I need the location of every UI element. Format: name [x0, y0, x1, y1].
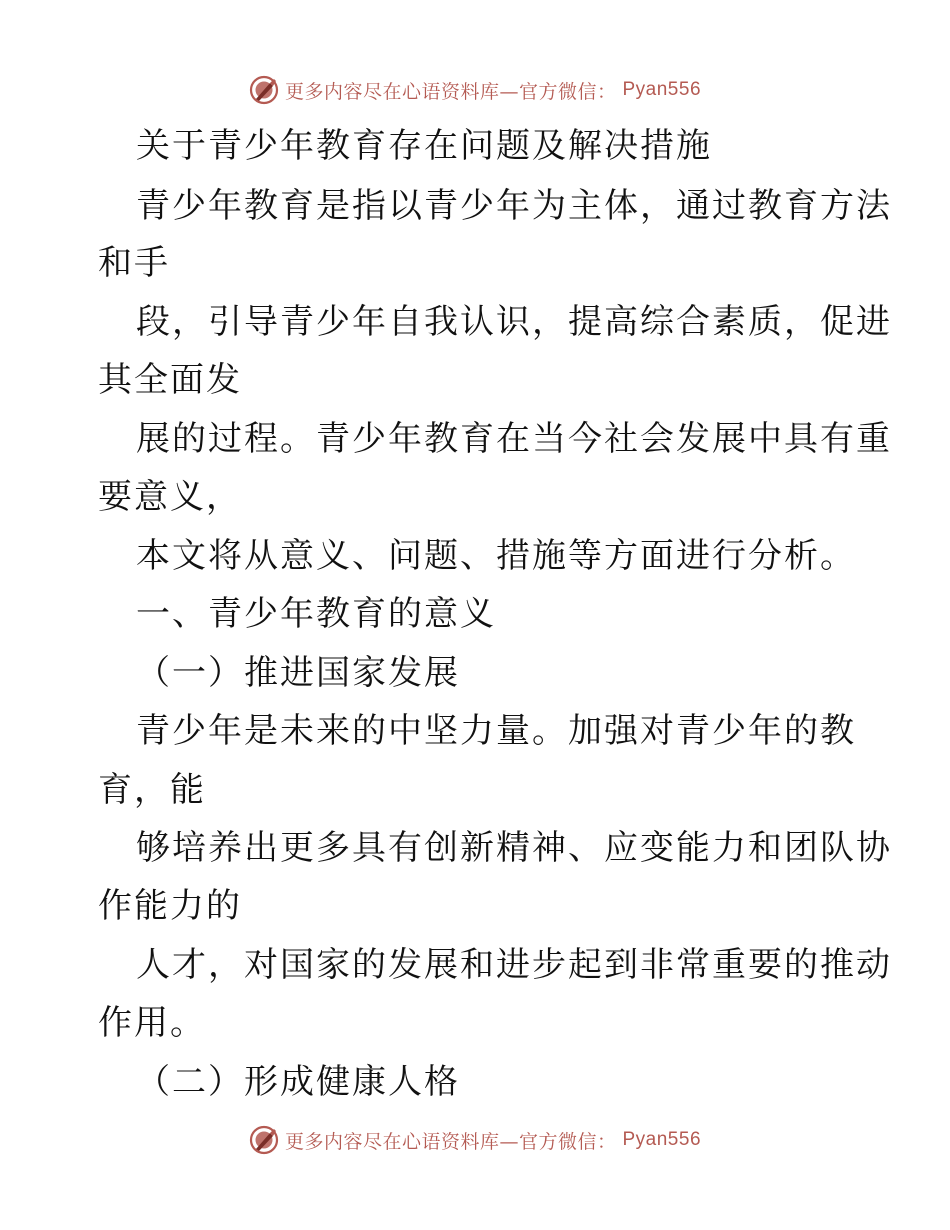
footer-watermark [0, 1120, 950, 1160]
footer-wechat-id: Pyan556 [622, 1129, 702, 1150]
paragraph-line: 其全面发 [98, 360, 242, 400]
paragraph-line: 青少年教育是指以青少年为主体，通过教育方法 [136, 186, 892, 226]
paragraph-line: 够培养出更多具有创新精神、应变能力和团队协 [136, 828, 892, 868]
header-watermark-content [249, 75, 701, 105]
pen-logo-icon [249, 1125, 279, 1155]
paragraph-line: 展的过程。青少年教育在当今社会发展中具有重 [136, 419, 892, 459]
paragraph-line: 和手 [98, 243, 170, 283]
paragraph-line: 青少年是未来的中坚力量。加强对青少年的教 [136, 711, 856, 751]
paragraph-line: 段，引导青少年自我认识，提高综合素质，促进 [136, 302, 892, 342]
header-watermark-text: 更多内容尽在心语资料库—官方微信： [284, 80, 617, 103]
document-title: 关于青少年教育存在问题及解决措施 [136, 126, 712, 166]
footer-watermark-text: 更多内容尽在心语资料库—官方微信： [284, 1130, 617, 1153]
paragraph-line: 本文将从意义、问题、措施等方面进行分析。 [136, 536, 856, 576]
paragraph-line: 作能力的 [98, 886, 242, 926]
section-heading: 一、青少年教育的意义 [136, 594, 496, 634]
paragraph-line: 作用。 [98, 1003, 206, 1043]
paragraph-line: 要意义， [98, 477, 242, 517]
subsection-heading: （一）推进国家发展 [136, 653, 460, 693]
paragraph-line: 人才，对国家的发展和进步起到非常重要的推动 [136, 945, 892, 985]
pen-logo-icon [249, 75, 279, 105]
subsection-heading: （二）形成健康人格 [136, 1062, 460, 1102]
header-wechat-id: Pyan556 [622, 79, 702, 100]
header-watermark [0, 70, 950, 110]
footer-watermark-content [249, 1125, 701, 1155]
paragraph-line: 育，能 [98, 770, 206, 810]
